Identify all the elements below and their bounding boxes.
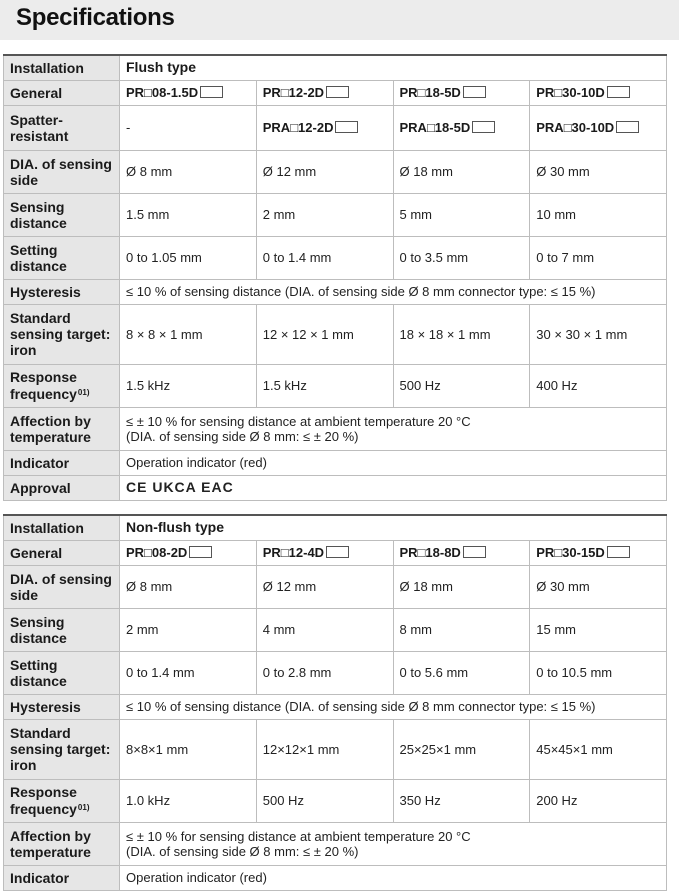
dia-cell: Ø 8 mm (120, 565, 257, 608)
response-cell: 1.5 kHz (120, 364, 257, 407)
response-label: Response frequency$^{01)}$ (4, 779, 120, 822)
dia-label: DIA. of sensing side (4, 150, 120, 193)
nonflush-standard-target-row (4, 719, 667, 779)
sensing-distance-cell: 1.5 mm (120, 193, 257, 236)
flush-affection-row (4, 407, 667, 450)
dia-cell: Ø 30 mm (530, 565, 667, 608)
sensing-distance-cell: 2 mm (120, 608, 257, 651)
standard-target-label: Standard sensing target: iron (4, 304, 120, 364)
hysteresis-value: ≤ 10 % of sensing distance (DIA. of sensing side Ø 8 mm connector type: ≤ 15 %) (120, 694, 667, 719)
general-label: General (4, 540, 120, 565)
nonflush-setting-distance-row (4, 651, 667, 694)
hysteresis-value: ≤ 10 % of sensing distance (DIA. of sensing side Ø 8 mm connector type: ≤ 15 %) (120, 279, 667, 304)
page-title: Specifications (16, 4, 175, 31)
standard-target-cell: 45×45×1 mm (530, 719, 667, 779)
nonflush-installation-row (4, 515, 667, 540)
model-cell: PR□30-15D (530, 540, 667, 565)
flush-installation-row (4, 55, 667, 80)
model-cell: PR□08-2D (120, 540, 257, 565)
dia-cell: Ø 12 mm (256, 565, 393, 608)
sensing-distance-cell: 10 mm (530, 193, 667, 236)
response-cell: 200 Hz (530, 779, 667, 822)
affection-value: ≤ ± 10 % for sensing distance at ambient temperature 20 °C (DIA. of sensing side Ø 8 mm: ≤ ± 20 %) (120, 822, 667, 865)
hysteresis-label: Hysteresis (4, 279, 120, 304)
nonflush-installation-value: Non-flush type (120, 515, 667, 540)
nonflush-response-row (4, 779, 667, 822)
sensing-distance-cell: 8 mm (393, 608, 530, 651)
flush-general-row (4, 80, 667, 105)
indicator-label: Indicator (4, 865, 120, 890)
response-cell: 1.0 kHz (120, 779, 257, 822)
flush-installation-value: Flush type (120, 55, 667, 80)
setting-distance-cell: 0 to 10.5 mm (530, 651, 667, 694)
setting-distance-cell: 0 to 2.8 mm (256, 651, 393, 694)
affection-value: ≤ ± 10 % for sensing distance at ambient temperature 20 °C (DIA. of sensing side Ø 8 mm: ≤ ± 20 %) (120, 407, 667, 450)
response-cell: 400 Hz (530, 364, 667, 407)
nonflush-sensing-distance-row (4, 608, 667, 651)
installation-label: Installation (4, 515, 120, 540)
response-cell: 500 Hz (393, 364, 530, 407)
standard-target-cell: 12 × 12 × 1 mm (256, 304, 393, 364)
spatter-model-cell: PRA□30-10D (530, 105, 667, 150)
standard-target-cell: 8 × 8 × 1 mm (120, 304, 257, 364)
setting-distance-cell: 0 to 5.6 mm (393, 651, 530, 694)
affection-label: Affection by temperature (4, 822, 120, 865)
dia-cell: Ø 12 mm (256, 150, 393, 193)
response-cell: 1.5 kHz (256, 364, 393, 407)
sensing-distance-label: Sensing distance (4, 193, 120, 236)
standard-target-cell: 30 × 30 × 1 mm (530, 304, 667, 364)
indicator-value: Operation indicator (red) (120, 450, 667, 475)
dia-cell: Ø 30 mm (530, 150, 667, 193)
standard-target-cell: 18 × 18 × 1 mm (393, 304, 530, 364)
standard-target-label: Standard sensing target: iron (4, 719, 120, 779)
setting-distance-cell: 0 to 1.05 mm (120, 236, 257, 279)
nonflush-hysteresis-row (4, 694, 667, 719)
nonflush-indicator-row (4, 865, 667, 890)
nonflush-affection-row (4, 822, 667, 865)
dia-label: DIA. of sensing side (4, 565, 120, 608)
flush-spec-table (3, 54, 667, 501)
flush-sensing-distance-row (4, 193, 667, 236)
setting-distance-label: Setting distance (4, 236, 120, 279)
indicator-value: Operation indicator (red) (120, 865, 667, 890)
setting-distance-cell: 0 to 1.4 mm (256, 236, 393, 279)
sensing-distance-cell: 4 mm (256, 608, 393, 651)
hysteresis-label: Hysteresis (4, 694, 120, 719)
spatter-model-cell: PRA□18-5D (393, 105, 530, 150)
dia-cell: Ø 18 mm (393, 565, 530, 608)
flush-dia-row (4, 150, 667, 193)
setting-distance-cell: 0 to 3.5 mm (393, 236, 530, 279)
standard-target-cell: 12×12×1 mm (256, 719, 393, 779)
model-cell: PR□12-2D (256, 80, 393, 105)
response-label: Response frequency$^{01)}$ (4, 364, 120, 407)
flush-response-row (4, 364, 667, 407)
flush-spatter-row (4, 105, 667, 150)
response-cell: 350 Hz (393, 779, 530, 822)
page-header (0, 0, 679, 40)
indicator-label: Indicator (4, 450, 120, 475)
flush-setting-distance-row (4, 236, 667, 279)
spatter-label: Spatter-resistant (4, 105, 120, 150)
dia-cell: Ø 8 mm (120, 150, 257, 193)
affection-label: Affection by temperature (4, 407, 120, 450)
flush-hysteresis-row (4, 279, 667, 304)
nonflush-spec-table (3, 514, 667, 891)
setting-distance-cell: 0 to 1.4 mm (120, 651, 257, 694)
model-cell: PR□12-4D (256, 540, 393, 565)
nonflush-general-row (4, 540, 667, 565)
setting-distance-label: Setting distance (4, 651, 120, 694)
sensing-distance-cell: 15 mm (530, 608, 667, 651)
model-cell: PR□18-5D (393, 80, 530, 105)
flush-approval-row (4, 475, 667, 500)
sensing-distance-cell: 5 mm (393, 193, 530, 236)
flush-standard-target-row (4, 304, 667, 364)
certification-logos: CE UKCA EAC (126, 479, 234, 495)
spatter-cell: - (120, 105, 257, 150)
sensing-distance-label: Sensing distance (4, 608, 120, 651)
general-label: General (4, 80, 120, 105)
standard-target-cell: 25×25×1 mm (393, 719, 530, 779)
standard-target-cell: 8×8×1 mm (120, 719, 257, 779)
nonflush-dia-row (4, 565, 667, 608)
installation-label: Installation (4, 55, 120, 80)
sensing-distance-cell: 2 mm (256, 193, 393, 236)
dia-cell: Ø 18 mm (393, 150, 530, 193)
spatter-model-cell: PRA□12-2D (256, 105, 393, 150)
model-cell: PR□18-8D (393, 540, 530, 565)
model-cell: PR□30-10D (530, 80, 667, 105)
flush-indicator-row (4, 450, 667, 475)
approval-marks (120, 475, 667, 500)
model-cell: PR□08-1.5D (120, 80, 257, 105)
approval-label: Approval (4, 475, 120, 500)
setting-distance-cell: 0 to 7 mm (530, 236, 667, 279)
response-cell: 500 Hz (256, 779, 393, 822)
